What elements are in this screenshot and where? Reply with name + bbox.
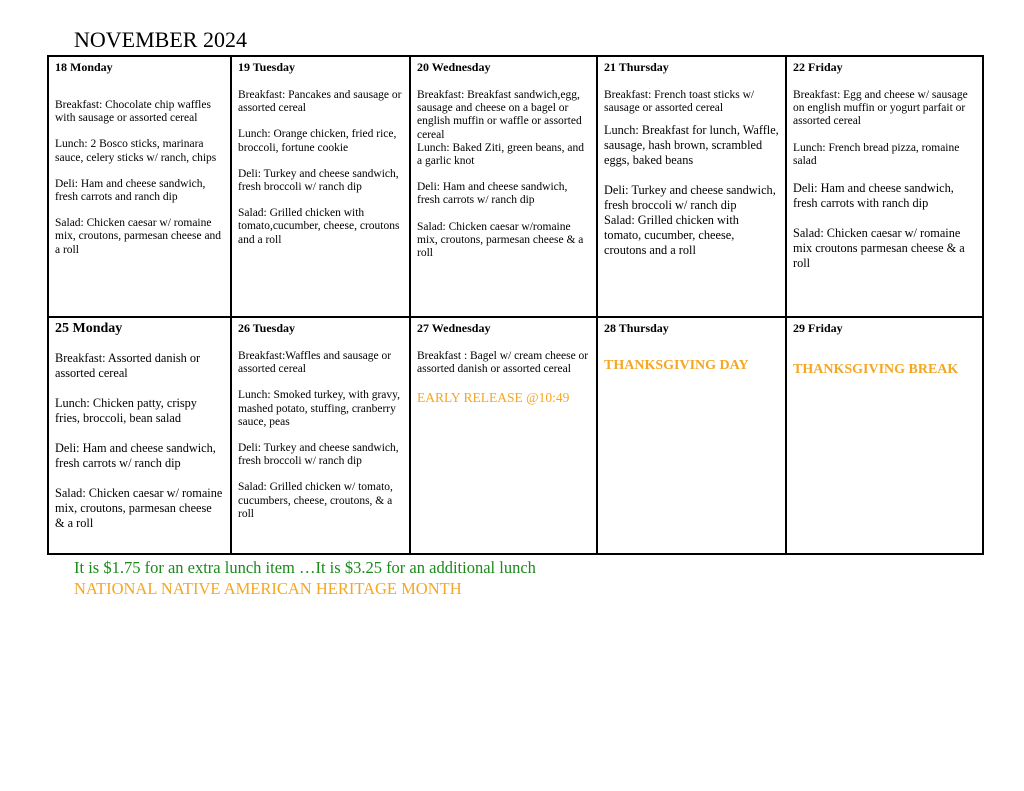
lunch-item: Lunch: 2 Bosco sticks, marinara sauce, celery sticks w/ ranch, chips xyxy=(55,138,217,164)
deli-item: Deli: Ham and cheese sandwich, fresh carrots w/ ranch dip xyxy=(417,181,568,207)
day-cell-29 xyxy=(786,317,983,554)
week-row-2 xyxy=(48,317,983,554)
day-cell-20 xyxy=(410,56,597,317)
lunch-price-note: It is $1.75 for an extra lunch item …It is $3.25 for an additional lunch xyxy=(74,558,536,577)
day-cell-22 xyxy=(786,56,983,317)
breakfast-item: Breakfast: Breakfast sandwich,egg, sausage and cheese on a bagel or english muffin or waffle or assorted cereal xyxy=(417,89,582,141)
day-cell-27 xyxy=(410,317,597,554)
lunch-item: Lunch: Orange chicken, fried rice, broccoli, fortune cookie xyxy=(238,128,397,154)
heritage-month-note: NATIONAL NATIVE AMERICAN HERITAGE MONTH xyxy=(74,579,462,598)
day-cell-28 xyxy=(597,317,786,554)
day-heading: 19 Tuesday xyxy=(238,60,296,74)
breakfast-item: Breakfast: Egg and cheese w/ sausage on english muffin or yogurt parfait or assorted cereal xyxy=(793,89,968,128)
breakfast-item: Breakfast: French toast sticks w/ sausage or assorted cereal xyxy=(604,89,755,115)
day-cell-21 xyxy=(597,56,786,317)
thanksgiving-day-note: THANKSGIVING DAY xyxy=(604,358,749,373)
breakfast-item: Breakfast: Chocolate chip waffles with sausage or assorted cereal xyxy=(55,99,211,125)
day-heading: 27 Wednesday xyxy=(417,321,491,335)
lunch-item: Lunch: Smoked turkey, with gravy, mashed potato, stuffing, cranberry sauce, peas xyxy=(238,389,401,428)
day-cell-26 xyxy=(231,317,410,554)
salad-item: Salad: Chicken caesar w/ romaine mix, croutons, parmesan cheese and a roll xyxy=(55,217,222,256)
breakfast-item: Breakfast : Bagel w/ cream cheese or assorted danish or assorted cereal xyxy=(417,350,589,376)
deli-item: Deli: Ham and cheese sandwich, fresh carrots with ranch dip xyxy=(793,181,954,211)
day-heading: 21 Thursday xyxy=(604,60,669,74)
deli-item: Deli: Turkey and cheese sandwich, fresh broccoli w/ ranch dip xyxy=(238,167,399,194)
salad-item: Salad: Chicken caesar w/ romaine mix croutons parmesan cheese & a roll xyxy=(793,226,965,271)
deli-item: Deli: Ham and cheese sandwich, fresh carrots and ranch dip xyxy=(55,177,206,204)
breakfast-item: Breakfast:Waffles and sausage or assorted cereal xyxy=(238,350,392,376)
week-row-1 xyxy=(48,56,983,317)
early-release-note: EARLY RELEASE @10:49 xyxy=(417,390,570,406)
menu-calendar xyxy=(47,55,984,555)
deli-item: Deli: Ham and cheese sandwich, fresh carrots w/ ranch dip xyxy=(55,441,216,470)
breakfast-item: Breakfast: Pancakes and sausage or assorted cereal xyxy=(238,89,402,115)
salad-item: Salad: Grilled chicken with tomato, cucumber, cheese, croutons and a roll xyxy=(604,213,739,258)
deli-item: Deli: Turkey and cheese sandwich, fresh broccoli w/ ranch dip xyxy=(604,183,776,213)
deli-item: Deli: Turkey and cheese sandwich, fresh broccoli w/ ranch dip xyxy=(238,442,399,468)
day-cell-25 xyxy=(48,317,231,554)
lunch-item: Lunch: Breakfast for lunch, Waffle, sausage, hash brown, scrambled eggs, baked beans xyxy=(604,123,779,168)
thanksgiving-break-note: THANKSGIVING BREAK xyxy=(793,362,959,377)
day-heading: 20 Wednesday xyxy=(417,60,491,74)
day-heading: 26 Tuesday xyxy=(238,321,296,335)
page-title: NOVEMBER 2024 xyxy=(74,27,247,52)
salad-item: Salad: Chicken caesar w/ romaine mix, croutons, parmesan cheese & a roll xyxy=(55,486,223,530)
salad-item: Salad: Chicken caesar w/romaine mix, croutons, parmesan cheese & a roll xyxy=(417,220,584,260)
day-cell-19 xyxy=(231,56,410,317)
salad-item: Salad: Grilled chicken with tomato,cucumber, cheese, croutons and a roll xyxy=(238,207,400,246)
lunch-item: Lunch: French bread pizza, romaine salad xyxy=(793,141,960,167)
salad-item: Salad: Grilled chicken w/ tomato, cucumbers, cheese, croutons, & a roll xyxy=(238,481,393,520)
day-heading: 25 Monday xyxy=(55,321,123,336)
breakfast-item: Breakfast: Assorted danish or assorted cereal xyxy=(55,351,201,380)
lunch-item: Lunch: Baked Ziti, green beans, and a garlic knot xyxy=(417,141,585,168)
day-cell-18 xyxy=(48,56,231,317)
lunch-item: Lunch: Chicken patty, crispy fries, broccoli, bean salad xyxy=(55,396,197,425)
day-heading: 29 Friday xyxy=(793,321,843,335)
day-heading: 18 Monday xyxy=(55,60,113,74)
day-heading: 28 Thursday xyxy=(604,321,669,335)
day-heading: 22 Friday xyxy=(793,60,843,74)
